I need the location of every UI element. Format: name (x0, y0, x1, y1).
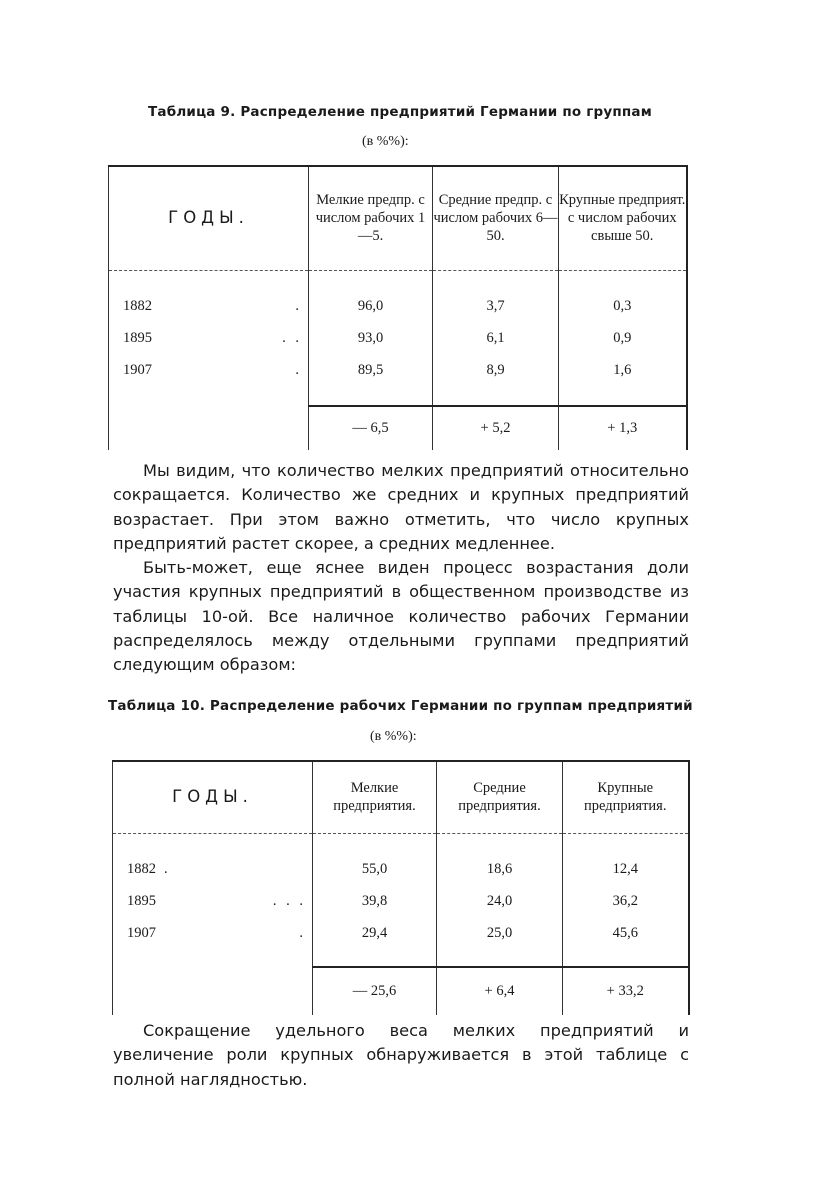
body-text-2 (113, 1019, 689, 1092)
table10-cell-large: 12,4 (563, 853, 689, 885)
table10-year: 1895 (127, 892, 156, 909)
table-row (113, 885, 689, 917)
table9-cell-large: 0,3 (559, 290, 687, 322)
table10-cell-small: 55,0 (313, 853, 437, 885)
leader-dots: . (164, 860, 171, 877)
table9-change-medium: + 5,2 (433, 406, 559, 450)
body-text-1 (113, 459, 689, 678)
table10-title: Таблица 10. Распределение рабочих Германии по группам предприятий (108, 698, 693, 714)
table9 (108, 165, 688, 450)
table10-change-large: + 33,2 (563, 967, 689, 1015)
table10-change-row (113, 967, 689, 1015)
table10-cell-large: 36,2 (563, 885, 689, 917)
table9-col-medium: Средние предпр. с числом рабочих 6—50. (433, 166, 559, 270)
table9-cell-medium: 8,9 (433, 354, 559, 386)
table10-year: 1907 (127, 924, 156, 941)
paragraph-3: Сокращение удельного веса мелких предприятий и увеличение роли крупных обнаруживается в этой таблице с полной наглядностью. (113, 1021, 689, 1089)
table10-col-small: Мелкие предприятия. (313, 761, 437, 833)
leader-dots: . (295, 361, 302, 378)
table9-year: 1907 (123, 361, 152, 378)
table10-col-large: Крупные предприятия. (563, 761, 689, 833)
table10-change-small: — 25,6 (313, 967, 437, 1015)
table10-col-years: ГОДЫ. (113, 761, 313, 833)
table10-col-medium: Средние предприятия. (437, 761, 563, 833)
table9-col-large: Крупные предприят. с числом рабочих свыше 50. (559, 166, 687, 270)
table10-cell-large: 45,6 (563, 917, 689, 949)
table9-year: 1882 (123, 297, 152, 314)
table9-change-large: + 1,3 (559, 406, 687, 450)
table9-cell-large: 1,6 (559, 354, 687, 386)
table10-cell-medium: 24,0 (437, 885, 563, 917)
table9-year: 1895 (123, 329, 152, 346)
table10-cell-medium: 25,0 (437, 917, 563, 949)
table9-title: Таблица 9. Распределение предприятий Германии по группам (148, 104, 652, 120)
leader-dots: . . (282, 329, 302, 346)
table-row (109, 290, 687, 322)
paragraph-2: Быть-может, еще яснее виден процесс возрастания доли участия крупных предприятий в общественном производстве из таблицы 10-ой. Все наличное количество рабочих Германии распределялось между отдельными группами предприятий следующим образом: (113, 558, 689, 675)
table9-cell-large: 0,9 (559, 322, 687, 354)
table10-change-medium: + 6,4 (437, 967, 563, 1015)
table9-cell-small: 93,0 (309, 322, 433, 354)
table10-cell-small: 29,4 (313, 917, 437, 949)
table10-cell-medium: 18,6 (437, 853, 563, 885)
table10-unit: (в %%): (370, 729, 417, 744)
table10-year: 1882 (127, 860, 156, 877)
leader-dots: . (295, 297, 302, 314)
table10-header-row (113, 761, 689, 833)
table9-change-small: — 6,5 (309, 406, 433, 450)
table-row (109, 354, 687, 386)
table9-cell-medium: 3,7 (433, 290, 559, 322)
table10-cell-small: 39,8 (313, 885, 437, 917)
table9-col-years: ГОДЫ. (109, 166, 309, 270)
table9-header-row (109, 166, 687, 270)
leader-dots: . . . (272, 892, 306, 909)
paragraph-1: Мы видим, что количество мелких предприятий относительно сокращается. Количество же средних и крупных предприятий возрастает. При этом важно отметить, что число крупных предприятий растет скорее, а средних медленнее. (113, 461, 689, 553)
table9-col-small: Мелкие предпр. с числом рабочих 1—5. (309, 166, 433, 270)
table10 (112, 760, 690, 1015)
table9-unit: (в %%): (362, 134, 409, 149)
table9-cell-medium: 6,1 (433, 322, 559, 354)
leader-dots: . (299, 924, 306, 941)
table9-cell-small: 89,5 (309, 354, 433, 386)
table-row (113, 853, 689, 885)
table-row (113, 917, 689, 949)
table9-cell-small: 96,0 (309, 290, 433, 322)
table-row (109, 322, 687, 354)
table9-change-row (109, 406, 687, 450)
